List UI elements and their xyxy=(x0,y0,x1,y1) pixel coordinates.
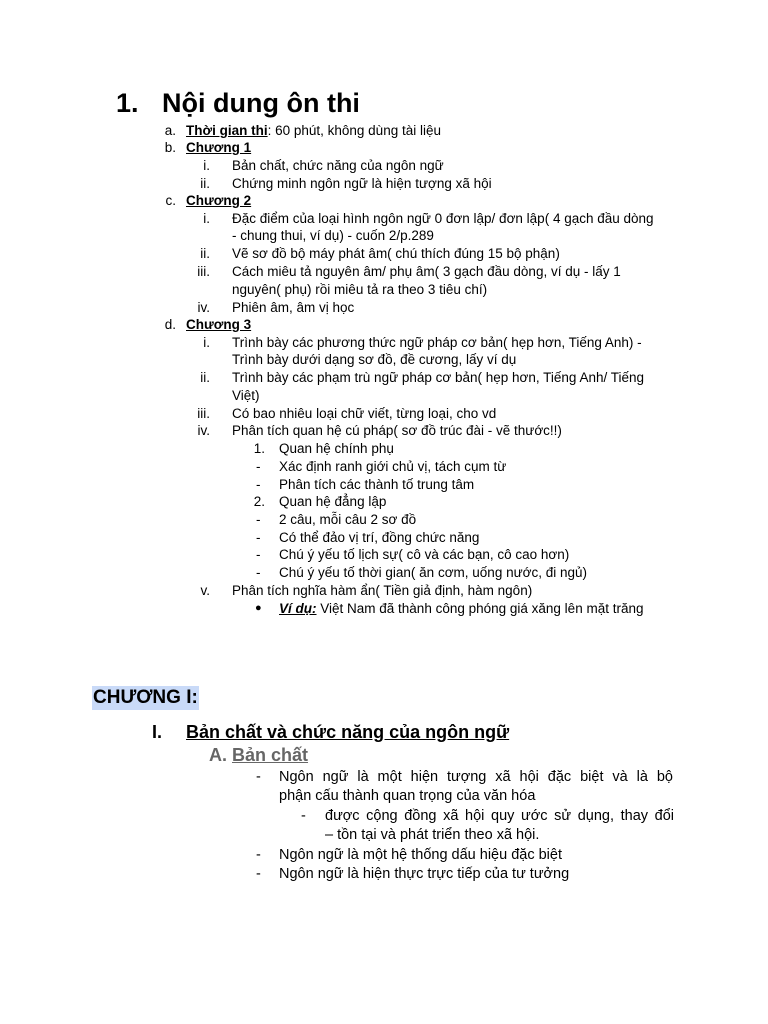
list-marker: iii. xyxy=(197,264,210,279)
list-marker: ii. xyxy=(200,176,210,191)
list-item: Vẽ sơ đồ bộ máy phát âm( chú thích đúng 15 bộ phận) xyxy=(232,246,560,261)
list-item: Có thể đảo vị trí, đồng chức năng xyxy=(279,530,480,545)
list-item: Chú ý yếu tố lịch sự( cô và các bạn, cô cao hơn) xyxy=(279,547,570,562)
section-number: I. xyxy=(152,722,163,742)
list-marker: d. xyxy=(164,317,176,332)
heading-number: 1. xyxy=(116,88,139,118)
subsection-number: A. xyxy=(209,745,227,765)
example-text: Việt Nam đã thành công phóng giá xăng lên mặt trăng xyxy=(316,601,644,616)
list-item: Có bao nhiêu loại chữ viết, từng loại, cho vd xyxy=(232,406,497,421)
example-label: Ví dụ: xyxy=(279,601,317,616)
dash-marker: - xyxy=(256,530,261,545)
dash-marker: - xyxy=(256,847,261,863)
body-line: phận cấu thành quan trọng của văn hóa xyxy=(279,788,536,804)
list-marker: 1. xyxy=(253,441,265,456)
list-item: Bản chất, chức năng của ngôn ngữ xyxy=(232,158,444,173)
chapter-heading: CHƯƠNG I: xyxy=(93,687,198,708)
body-line: Ngôn ngữ là một hiện tượng xã hội đặc biệt và là bộ xyxy=(279,769,673,785)
list-marker: a. xyxy=(164,123,176,138)
dash-marker: - xyxy=(256,512,261,527)
body-line: Ngôn ngữ là hiện thực trực tiếp của tư tưởng xyxy=(279,866,570,882)
list-marker: 2. xyxy=(253,494,265,509)
dash-marker: - xyxy=(256,477,261,492)
list-item: Phân tích nghĩa hàm ẩn( Tiền giả định, hàm ngôn) xyxy=(232,583,533,598)
list-item-line: Đặc điểm của loại hình ngôn ngữ 0 đơn lập/ đơn lập( 4 gạch đầu dòng xyxy=(232,211,654,226)
dash-marker: - xyxy=(256,769,261,785)
list-marker: iv. xyxy=(197,423,210,438)
list-item: Quan hệ đẳng lập xyxy=(279,494,387,509)
body-line: được cộng đồng xã hội quy ước sử dụng, thay đổi xyxy=(325,808,674,824)
section-heading: Bản chất và chức năng của ngôn ngữ xyxy=(186,722,510,742)
bullet-marker: ● xyxy=(255,602,262,614)
list-item: Quan hệ chính phụ xyxy=(279,441,394,456)
dash-marker: - xyxy=(256,866,261,882)
dash-marker: - xyxy=(256,459,261,474)
list-item: Phiên âm, âm vị học xyxy=(232,300,355,315)
list-item: 2 câu, mỗi câu 2 sơ đồ xyxy=(279,512,417,527)
list-item-line: Cách miêu tả nguyên âm/ phụ âm( 3 gạch đầu dòng, ví dụ - lấy 1 xyxy=(232,264,621,279)
list-item-chapter-3: Chương 3 xyxy=(186,317,252,332)
item-text: : 60 phút, không dùng tài liệu xyxy=(267,123,441,138)
list-marker: i. xyxy=(203,335,210,350)
list-item: Chứng minh ngôn ngữ là hiện tượng xã hội xyxy=(232,176,492,191)
list-marker: i. xyxy=(203,158,210,173)
list-item-chapter-1: Chương 1 xyxy=(186,140,252,155)
list-item-example xyxy=(279,600,643,617)
list-item: Phân tích các thành tố trung tâm xyxy=(279,477,475,492)
list-marker: iii. xyxy=(197,406,210,421)
list-marker: ii. xyxy=(200,246,210,261)
list-item-line: Việt) xyxy=(232,388,260,403)
item-label: Thời gian thi xyxy=(186,123,268,138)
list-item-line: nguyên( phụ) rồi miêu tả ra theo 3 tiêu chí) xyxy=(232,282,488,297)
dash-marker: - xyxy=(301,808,306,824)
list-item-line: Trình bày dưới dạng sơ đồ, đề cương, lấy ví dụ xyxy=(232,352,517,367)
list-item: Chú ý yếu tố thời gian( ăn cơm, uống nước, đi ngủ) xyxy=(279,565,588,580)
list-item-line: - chung thui, ví dụ) - cuốn 2/p.289 xyxy=(232,228,434,243)
page-title: Nội dung ôn thi xyxy=(162,88,360,118)
list-marker: b. xyxy=(164,140,176,155)
body-line: Ngôn ngữ là một hệ thống dấu hiệu đặc biệt xyxy=(279,847,562,863)
list-marker: i. xyxy=(203,211,210,226)
dash-marker: - xyxy=(256,565,261,580)
list-marker: ii. xyxy=(200,370,210,385)
list-item-line: Trình bày các phương thức ngữ pháp cơ bản( hẹp hơn, Tiếng Anh) - xyxy=(232,335,642,350)
list-item-chapter-2: Chương 2 xyxy=(186,193,252,208)
list-marker: v. xyxy=(200,583,210,598)
subsection-heading: Bản chất xyxy=(232,745,309,765)
list-marker: c. xyxy=(165,193,176,208)
body-line: – tồn tại và phát triển theo xã hội. xyxy=(325,827,540,843)
list-item-exam-time xyxy=(186,122,441,139)
dash-marker: - xyxy=(256,547,261,562)
list-marker: iv. xyxy=(197,300,210,315)
list-item-line: Trình bày các phạm trù ngữ pháp cơ bản( hẹp hơn, Tiếng Anh/ Tiếng xyxy=(232,370,644,385)
list-item: Xác định ranh giới chủ vị, tách cụm từ xyxy=(279,459,507,474)
list-item: Phân tích quan hệ cú pháp( sơ đồ trúc đài - vẽ thước!!) xyxy=(232,423,562,438)
